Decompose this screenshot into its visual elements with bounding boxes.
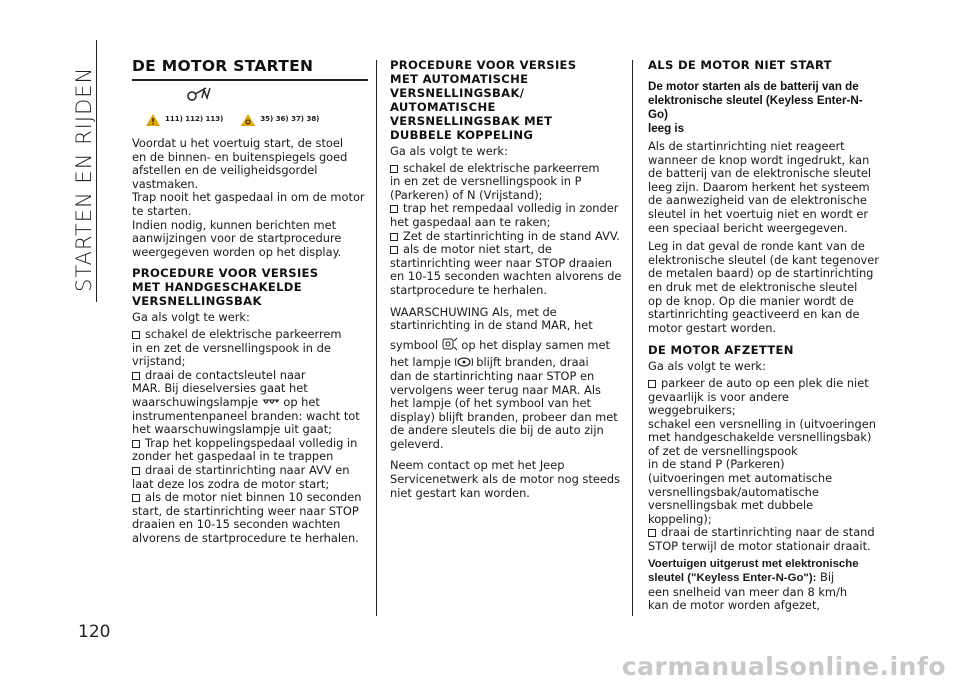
paragraph — [648, 240, 880, 335]
text-line: vrijstand; — [132, 354, 186, 369]
text-line: STOP terwijl de motor stationair draait. — [648, 539, 871, 554]
text-line: Indien nodig, kunnen berichten met — [132, 217, 337, 232]
reference-icons — [146, 109, 368, 131]
text-line: niet gestart kan worden. — [390, 485, 530, 500]
text-line: parkeer de auto op een plek die niet — [648, 377, 880, 391]
text-line: schakel de elektrische parkeerrem — [132, 328, 368, 342]
bullet-box-icon — [390, 205, 398, 213]
bullet-box-icon — [132, 494, 140, 502]
text-line: draai de contactsleutel naar — [132, 369, 368, 383]
text-line: vastmaken. — [132, 176, 199, 191]
text-line: symbool op het display samen met — [390, 337, 610, 352]
text-line: Zet de startinrichting in de stand AVV. — [390, 230, 622, 244]
warning-paragraph — [390, 306, 622, 452]
caution-triangle-icon — [241, 114, 255, 126]
lead-text: Ga als volgt te werk: — [132, 310, 250, 325]
text-line: trap het rempedaal volledig in zonder — [390, 202, 622, 216]
text-line: wanneer de knop wordt ingedrukt, kan — [648, 152, 870, 167]
column-1 — [132, 58, 368, 546]
text-line: als de motor niet start, de — [390, 243, 622, 257]
text-line: elektronische sleutel (de kant tegenover — [648, 252, 879, 267]
text-line: waarschuwingslampje op het — [132, 395, 320, 409]
text-line: leeg zijn. Daarom herkent het systeem — [648, 179, 870, 194]
bullet-item — [132, 328, 368, 369]
text-line: vervolgens weer terug naar MAR. Als — [390, 382, 601, 397]
text-line: of zet de versnellingspook — [648, 443, 798, 458]
text-line: startinrichting in de stand MAR, het — [390, 318, 593, 333]
heading-line: De motor starten als de batterij van de — [648, 80, 859, 93]
bullet-box-icon — [648, 529, 656, 537]
glow-plug-icon — [262, 398, 280, 408]
text-line: aanwijzingen voor de startprocedure — [132, 231, 342, 246]
text-line: laat deze los zodra de motor start; — [132, 476, 330, 491]
text-line: Servicenetwerk als de motor nog steeds — [390, 472, 620, 487]
heading-line: MET AUTOMATISCHE — [390, 72, 529, 86]
text-line: afstellen en de veiligheidsgordel — [132, 163, 318, 178]
text-line: in en zet de versnellingspook in de — [132, 340, 331, 355]
text-line: geleverd. — [390, 436, 444, 451]
bullet-box-icon — [390, 233, 398, 241]
bullet-item — [390, 162, 622, 203]
text-line: op de knop. Op die manier wordt de — [648, 293, 854, 308]
subheading-automatic — [390, 58, 622, 142]
intro-paragraph — [132, 137, 368, 259]
text-line: draai de startinrichting naar de stand — [648, 526, 880, 540]
text-line: Neem contact op met het Jeep — [390, 458, 565, 473]
text-line: als de motor niet binnen 10 seconden — [132, 491, 368, 505]
bullet-box-icon — [132, 331, 140, 339]
text-line: draaien en 10-15 seconden wachten — [132, 517, 341, 532]
text-line: een speciaal bericht weergegeven. — [648, 220, 848, 235]
heading-als-de-motor-niet-start: ALS DE MOTOR NIET START — [648, 58, 832, 72]
text-line: de batterij van de elektronische sleutel — [648, 166, 872, 181]
text-line: in en zet de versnellingspook in P — [390, 174, 582, 189]
text-line: versnellingsbak met dubbele koppeling); — [648, 498, 814, 526]
bullet-item — [390, 202, 622, 229]
text-line: sleutel in het voertuig niet en wordt er — [648, 206, 869, 221]
text-line: de aanwezigheid van de elektronische — [648, 193, 867, 208]
bullet-item — [390, 230, 622, 244]
bullet-item — [648, 526, 880, 553]
text-line: het gaspedaal aan te raken; — [390, 214, 551, 229]
text-line: alvorens de startprocedure te herhalen. — [132, 530, 359, 545]
text-line: een snelheid van meer dan 8 km/h — [648, 584, 848, 599]
text-line: startprocedure te herhalen. — [390, 282, 547, 297]
column-divider — [632, 60, 633, 616]
page-number: 120 — [78, 622, 111, 642]
bullet-item — [648, 377, 880, 527]
key-symbol-icon — [442, 337, 458, 351]
heading-line: VERSNELLINGSBAK — [132, 294, 262, 309]
heading-line: DUBBELE KOPPELING — [390, 128, 534, 142]
bullet-item — [132, 437, 368, 464]
column-divider — [376, 60, 377, 616]
column-3 — [648, 58, 880, 613]
text-line: (uitvoeringen met automatische — [648, 471, 833, 486]
text-line: het lampje blijft branden, draai — [390, 355, 589, 370]
heading-line: leeg is — [648, 122, 685, 135]
text-line: draai de startinrichting naar AVV en — [132, 464, 368, 478]
text-line: instrumentenpaneel branden: wacht tot — [132, 408, 360, 423]
paragraph — [648, 140, 880, 235]
contact-paragraph — [390, 459, 622, 500]
bullet-box-icon — [132, 440, 140, 448]
text-line: start, de startinrichting weer naar STOP — [132, 503, 359, 518]
text-line: schakel de elektrische parkeerrem — [390, 162, 622, 176]
bullet-box-icon — [390, 165, 398, 173]
key-start-icon — [184, 84, 214, 104]
text-line: display) blijft branden, probeer dan met — [390, 409, 618, 424]
text-line: Leg in dat geval de ronde kant van de — [648, 239, 865, 254]
text-line: te starten. — [132, 204, 192, 219]
text-line: en de binnen- en buitenspiegels goed — [132, 149, 348, 164]
caution-references: 35) 36) 37) 38) — [260, 115, 320, 124]
text-line: kan de motor worden afgezet, — [648, 598, 821, 613]
bullet-item — [132, 369, 368, 437]
heading-de-motor-starten: DE MOTOR STARTEN — [132, 57, 314, 75]
heading-de-motor-afzetten: DE MOTOR AFZETTEN — [648, 343, 794, 358]
text-line: in de stand P (Parkeren) — [648, 457, 785, 472]
heading-line: PROCEDURE VOOR VERSIES — [390, 58, 577, 72]
heading-line: MET HANDGESCHAKELDE — [132, 280, 302, 295]
text-line: (Parkeren) of N (Vrijstand); — [390, 187, 543, 202]
bullet-item — [390, 243, 622, 297]
text-line: versnellingsbak/automatische — [648, 484, 819, 499]
heading-line: elektronische sleutel (Keyless Enter-N-Go) — [648, 94, 863, 121]
column-2 — [390, 58, 622, 500]
text-line: startinrichting weer naar STOP draaien — [390, 255, 612, 270]
text-line: de andere sleutels die bij de auto zijn — [390, 423, 604, 438]
text-line: WAARSCHUWING Als, met de — [390, 304, 557, 319]
text-line: het lampje (of het symbool van het — [390, 396, 591, 411]
text-line: sleutel ("Keyless Enter-N-Go"): Bij — [648, 570, 835, 585]
text-line: Voertuigen uitgerust met elektronische — [648, 557, 859, 570]
heading-rule — [132, 79, 368, 81]
text-line: en 10-15 seconden wachten alvorens de — [390, 269, 622, 284]
lead-text: Ga als volgt te werk: — [648, 359, 766, 374]
text-line: weergegeven worden op het display. — [132, 244, 342, 259]
text-line: startinrichting geactiveerd en kan de — [648, 307, 860, 322]
bullet-box-icon — [648, 380, 656, 388]
text-line: het waarschuwingslampje uit gaat; — [132, 422, 333, 437]
heading-line: VERSNELLINGSBAK/ — [390, 86, 525, 100]
text-line: Voordat u het voertuig start, de stoel — [132, 136, 344, 151]
text-line: Trap het koppelingspedaal volledig in — [132, 437, 368, 451]
text-line: met handgeschakelde versnellingsbak) — [648, 430, 872, 445]
text-line: schakel een versnelling in (uitvoeringen — [648, 416, 876, 431]
text-line: de metalen baard) op de startinrichting — [648, 266, 874, 281]
text-line: zonder het gaspedaal in te trappen — [132, 449, 334, 464]
immobilizer-lamp-icon — [455, 356, 473, 368]
text-line: gevaarlijk is voor andere weggebruikers; — [648, 389, 789, 418]
text-line: Trap nooit het gaspedaal in om de motor — [132, 190, 365, 205]
subheading-keyless — [648, 80, 880, 136]
section-title: STARTEN EN RIJDEN — [72, 66, 96, 292]
text-line: dan de startinrichting naar STOP en — [390, 368, 595, 383]
text-line: Als de startinrichting niet reageert — [648, 139, 845, 153]
bullet-item — [132, 464, 368, 491]
bullet-box-icon — [132, 372, 140, 380]
warning-triangle-icon — [146, 114, 160, 126]
text-line: en druk met de elektronische sleutel — [648, 279, 858, 294]
section-rule — [96, 40, 97, 302]
bullet-box-icon — [132, 467, 140, 475]
subheading-manual — [132, 266, 368, 308]
lead-text: Ga als volgt te werk: — [390, 144, 508, 158]
keyless-note — [648, 558, 880, 613]
text-line: motor gestart worden. — [648, 320, 777, 335]
text-line: MAR. Bij dieselversies gaat het — [132, 381, 308, 396]
heading-line: PROCEDURE VOOR VERSIES — [132, 266, 319, 281]
bullet-box-icon — [390, 246, 398, 254]
heading-line: AUTOMATISCHE — [390, 100, 496, 114]
warning-references: 111) 112) 113) — [165, 115, 224, 124]
watermark: carmanualsonline.info — [621, 652, 946, 681]
heading-line: VERSNELLINGSBAK MET — [390, 114, 553, 128]
bullet-item — [132, 491, 368, 545]
